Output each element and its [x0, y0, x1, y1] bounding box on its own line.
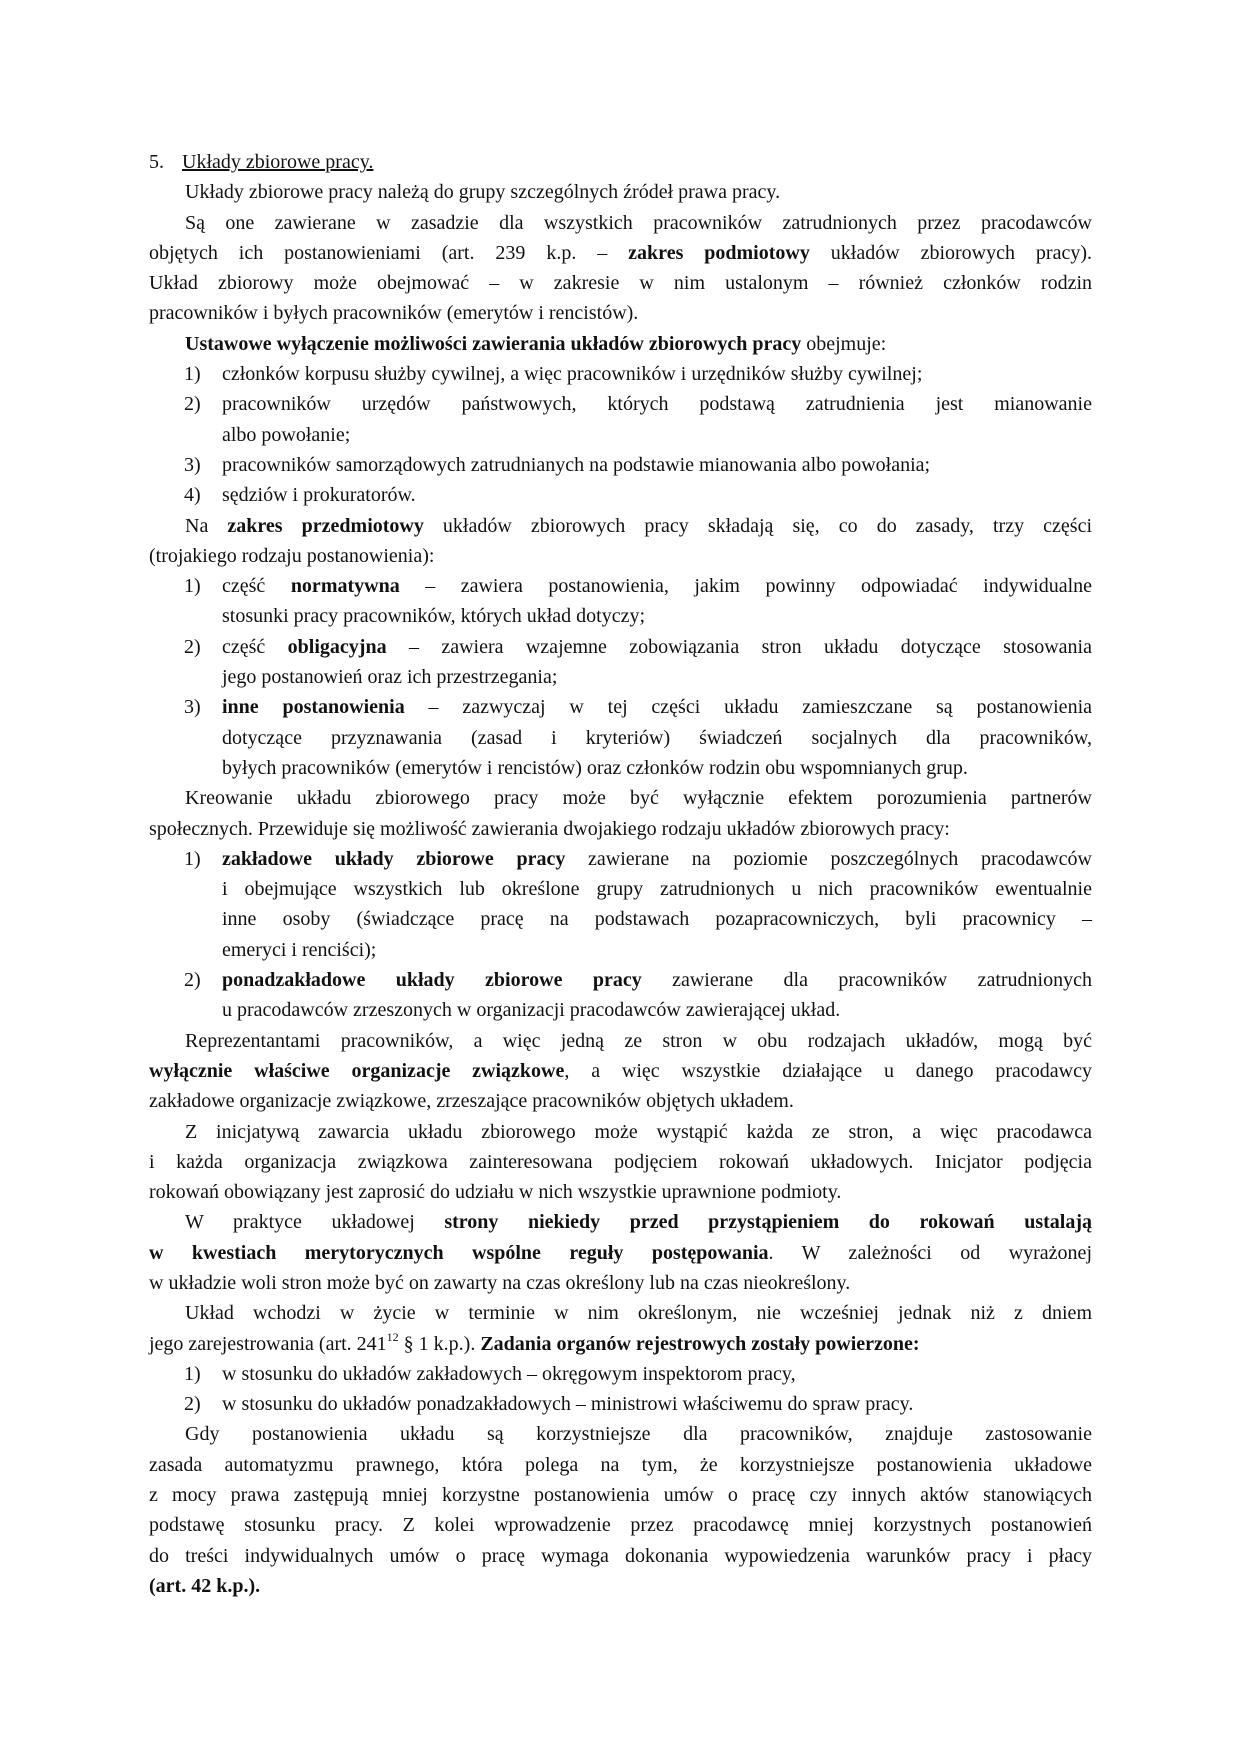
list-item — [149, 1389, 1092, 1419]
text-run: pracowników i byłych pracowników (emerytów i rencistów). — [149, 302, 639, 325]
list-item — [149, 480, 1092, 510]
paragraph — [149, 177, 1092, 207]
text-run: zawierane dla pracowników zatrudnionych — [641, 969, 1092, 992]
text-line — [149, 1117, 1092, 1147]
bold-text: (art. 42 k.p.). — [149, 1574, 261, 1597]
bold-text: Zadania organów rejestrowych zostały powierzone: — [480, 1332, 920, 1355]
text-run: Reprezentantami pracowników, a więc jedną ze stron w obu rodzajach układów, mogą być — [185, 1029, 1092, 1052]
text-line — [149, 1177, 1092, 1207]
text-line — [149, 268, 1092, 298]
text-line — [149, 1298, 1092, 1328]
section-heading — [149, 147, 1092, 177]
text-run: i obejmujące wszystkich lub określone grupy zatrudnionych u nich pracowników ewentualnie — [222, 878, 1092, 901]
text-line — [222, 723, 1092, 753]
text-run: Są one zawierane w zasadzie dla wszystkich pracowników zatrudnionych przez pracodawców — [185, 211, 1092, 234]
document-page — [149, 147, 1092, 1601]
text-run: . W zależności od wyrażonej — [768, 1241, 1092, 1264]
text-line — [149, 1086, 1092, 1116]
text-run: inne osoby (świadczące pracę na podstawach pozapracowniczych, byli pracownicy – — [222, 908, 1092, 931]
text-run: Gdy postanowienia układu są korzystniejsze dla pracowników, znajduje zastosowanie — [185, 1423, 1092, 1446]
paragraph — [149, 1207, 1092, 1298]
text-run: z mocy prawa zastępują mniej korzystne postanowienia umów o pracę czy innych aktów stanowiących — [149, 1484, 1092, 1507]
text-run: społecznych. Przewiduje się możliwość zawierania dwojakiego rodzaju układów zbiorowych pracy: — [149, 817, 950, 840]
text-run: § 1 k.p.). — [398, 1332, 481, 1355]
text-run: układów zbiorowych pracy). — [809, 241, 1092, 264]
text-run: emeryci i renciści); — [222, 938, 377, 961]
text-run: u pracodawców zrzeszonych w organizacji pracodawców zawierającej układ. — [222, 999, 841, 1022]
text-run: jego postanowień oraz ich przestrzegania; — [222, 666, 558, 689]
text-line — [149, 511, 1092, 541]
list-item — [149, 1359, 1092, 1389]
list-item-number: 2) — [184, 1393, 201, 1416]
bold-text: ponadzakładowe układy zbiorowe pracy — [222, 969, 642, 992]
list-item-number: 3) — [184, 696, 201, 719]
list-item — [149, 359, 1092, 389]
text-run: do treści indywidualnych umów o pracę wymaga dokonania wypowiedzenia warunków pracy i płacy — [149, 1544, 1092, 1567]
paragraph — [149, 208, 1092, 329]
text-line — [149, 1419, 1092, 1449]
text-line — [222, 632, 1092, 662]
text-line — [222, 995, 1092, 1025]
text-run: w stosunku do układów ponadzakładowych – ministrowi właściwemu do spraw pracy. — [222, 1393, 914, 1416]
text-line — [149, 177, 1092, 207]
bold-text: inne postanowienia — [222, 696, 405, 719]
bold-text: zakres podmiotowy — [628, 241, 810, 264]
list-item-number: 2) — [184, 969, 201, 992]
text-line — [149, 1207, 1092, 1237]
text-run: W praktyce układowej — [185, 1211, 445, 1234]
text-run: jego zarejestrowania (art. 241 — [149, 1332, 387, 1355]
text-run: zakładowe organizacje związkowe, zrzeszające pracowników objętych układem. — [149, 1090, 794, 1113]
text-line — [222, 571, 1092, 601]
text-line — [149, 1026, 1092, 1056]
section-number: 5. — [149, 151, 164, 173]
text-line — [149, 208, 1092, 238]
text-line — [149, 1056, 1092, 1086]
list-item — [149, 450, 1092, 480]
text-line — [222, 389, 1092, 419]
text-line — [149, 1480, 1092, 1510]
text-run: Na — [185, 514, 228, 537]
bold-text: wyłącznie właściwe organizacje związkowe — [149, 1059, 565, 1082]
text-run: (trojakiego rodzaju postanowienia): — [149, 544, 435, 567]
paragraph — [149, 1117, 1092, 1208]
text-run: – zawiera wzajemne zobowiązania stron układu dotyczące stosowania — [386, 635, 1092, 658]
text-run: i każda organizacja związkowa zainteresowana podjęciem rokowań układowych. Inicjator podjęcia — [149, 1150, 1092, 1173]
text-run: w stosunku do układów zakładowych – okręgowym inspektorom pracy, — [222, 1362, 796, 1385]
bold-text: normatywna — [290, 575, 400, 598]
text-run: część — [222, 635, 288, 658]
text-line — [222, 662, 1092, 692]
text-run: objętych ich postanowieniami (art. 239 k.p. – — [149, 241, 629, 264]
text-line — [222, 692, 1092, 722]
text-line — [222, 601, 1092, 631]
bold-text: obligacyjna — [287, 635, 387, 658]
text-run: Układy zbiorowe pracy należą do grupy szczególnych źródeł prawa pracy. — [185, 181, 781, 204]
text-run: układów zbiorowych pracy składają się, co do zasady, trzy części — [423, 514, 1092, 537]
text-line — [222, 1389, 1092, 1419]
text-line — [149, 1450, 1092, 1480]
text-run: rokowań obowiązany jest zaprosić do udziału w nich wszystkie uprawnione podmioty. — [149, 1181, 842, 1204]
list-item-number: 1) — [184, 1362, 201, 1385]
list-item-number: 1) — [184, 847, 201, 870]
bold-text: strony niekiedy przed przystąpieniem do rokowań ustalają — [444, 1211, 1092, 1234]
text-run: dotyczące przyznawania (zasad i kryteriów) świadczeń socjalnych dla pracowników, — [222, 726, 1092, 749]
list-item — [149, 632, 1092, 693]
list-item-number: 1) — [184, 575, 201, 598]
text-run: – zazwyczaj w tej części układu zamieszczane są postanowienia — [404, 696, 1092, 719]
list-item-number: 4) — [184, 484, 201, 507]
text-run: Kreowanie układu zbiorowego pracy może być wyłącznie efektem porozumienia partnerów — [185, 787, 1092, 810]
text-line — [222, 753, 1092, 783]
text-run: , a więc wszystkie działające u danego pracodawcy — [564, 1059, 1092, 1082]
bold-text: zakres przedmiotowy — [227, 514, 424, 537]
text-line — [222, 1359, 1092, 1389]
text-line — [149, 329, 1092, 359]
text-line — [222, 965, 1092, 995]
text-line — [222, 844, 1092, 874]
list-item — [149, 844, 1092, 965]
document-body — [149, 177, 1092, 1601]
list-item-number: 3) — [184, 453, 201, 476]
bold-text: Ustawowe wyłączenie możliwości zawierania układów zbiorowych pracy — [185, 332, 802, 355]
text-run: pracowników samorządowych zatrudnianych na podstawie mianowania albo powołania; — [222, 453, 931, 476]
text-line — [222, 420, 1092, 450]
text-line — [149, 1238, 1092, 1268]
paragraph — [149, 511, 1092, 572]
list-item-number: 2) — [184, 393, 201, 416]
text-run: – zawiera postanowienia, jakim powinny odpowiadać indywidualne — [399, 575, 1092, 598]
paragraph — [149, 1298, 1092, 1359]
list-item-number: 1) — [184, 363, 201, 386]
text-run: albo powołanie; — [222, 423, 351, 446]
paragraph — [149, 783, 1092, 844]
text-run: Układ zbiorowy może obejmować – w zakresie w nim ustalonym – również członków rodzin — [149, 272, 1092, 295]
paragraph — [149, 1026, 1092, 1117]
text-line — [149, 783, 1092, 813]
text-run: Układ wchodzi w życie w terminie w nim określonym, nie wcześniej jednak niż z dniem — [185, 1302, 1092, 1325]
text-line — [222, 904, 1092, 934]
list-item — [149, 571, 1092, 632]
paragraph — [149, 1419, 1092, 1601]
text-line — [222, 874, 1092, 904]
text-line — [222, 480, 1092, 510]
bold-text: w kwestiach merytorycznych wspólne reguły postępowania — [149, 1241, 769, 1264]
text-line — [149, 1329, 1092, 1359]
text-run: zasada automatyzmu prawnego, która polega na tym, że korzystniejsze postanowienia układowe — [149, 1453, 1092, 1476]
text-run: członków korpusu służby cywilnej, a więc pracowników i urzędników służby cywilnej; — [222, 363, 923, 386]
paragraph — [149, 329, 1092, 359]
text-line — [149, 238, 1092, 268]
text-line — [149, 541, 1092, 571]
text-line — [149, 1147, 1092, 1177]
list-item — [149, 692, 1092, 783]
text-run: byłych pracowników (emerytów i rencistów) oraz członków rodzin obu wspomnianych grup. — [222, 756, 968, 779]
text-line — [149, 1571, 1092, 1601]
list-item-number: 2) — [184, 635, 201, 658]
list-item — [149, 965, 1092, 1026]
text-run: część — [222, 575, 291, 598]
text-line — [149, 1510, 1092, 1540]
list-item — [149, 389, 1092, 450]
section-title: Układy zbiorowe pracy. — [182, 151, 374, 173]
text-run: w układzie woli stron może być on zawarty na czas określony lub na czas nieokreślony. — [149, 1271, 851, 1294]
text-line — [222, 935, 1092, 965]
text-line — [149, 1268, 1092, 1298]
bold-text: zakładowe układy zbiorowe pracy — [222, 847, 566, 870]
text-line — [149, 814, 1092, 844]
text-run: zawierane na poziomie poszczególnych pracodawców — [565, 847, 1092, 870]
text-line — [222, 359, 1092, 389]
text-run: obejmuje: — [801, 332, 887, 355]
text-line — [149, 1541, 1092, 1571]
text-run: podstawę stosunku pracy. Z kolei wprowadzenie przez pracodawcę mniej korzystnych postanowień — [149, 1514, 1092, 1537]
superscript: 12 — [386, 1329, 399, 1344]
text-run: sędziów i prokuratorów. — [222, 484, 416, 507]
text-run: stosunki pracy pracowników, których układ dotyczy; — [222, 605, 646, 628]
text-line — [222, 450, 1092, 480]
text-run: pracowników urzędów państwowych, których podstawą zatrudnienia jest mianowanie — [222, 393, 1092, 416]
text-line — [149, 298, 1092, 328]
text-run: Z inicjatywą zawarcia układu zbiorowego może wystąpić każda ze stron, a więc pracodawca — [185, 1120, 1092, 1143]
